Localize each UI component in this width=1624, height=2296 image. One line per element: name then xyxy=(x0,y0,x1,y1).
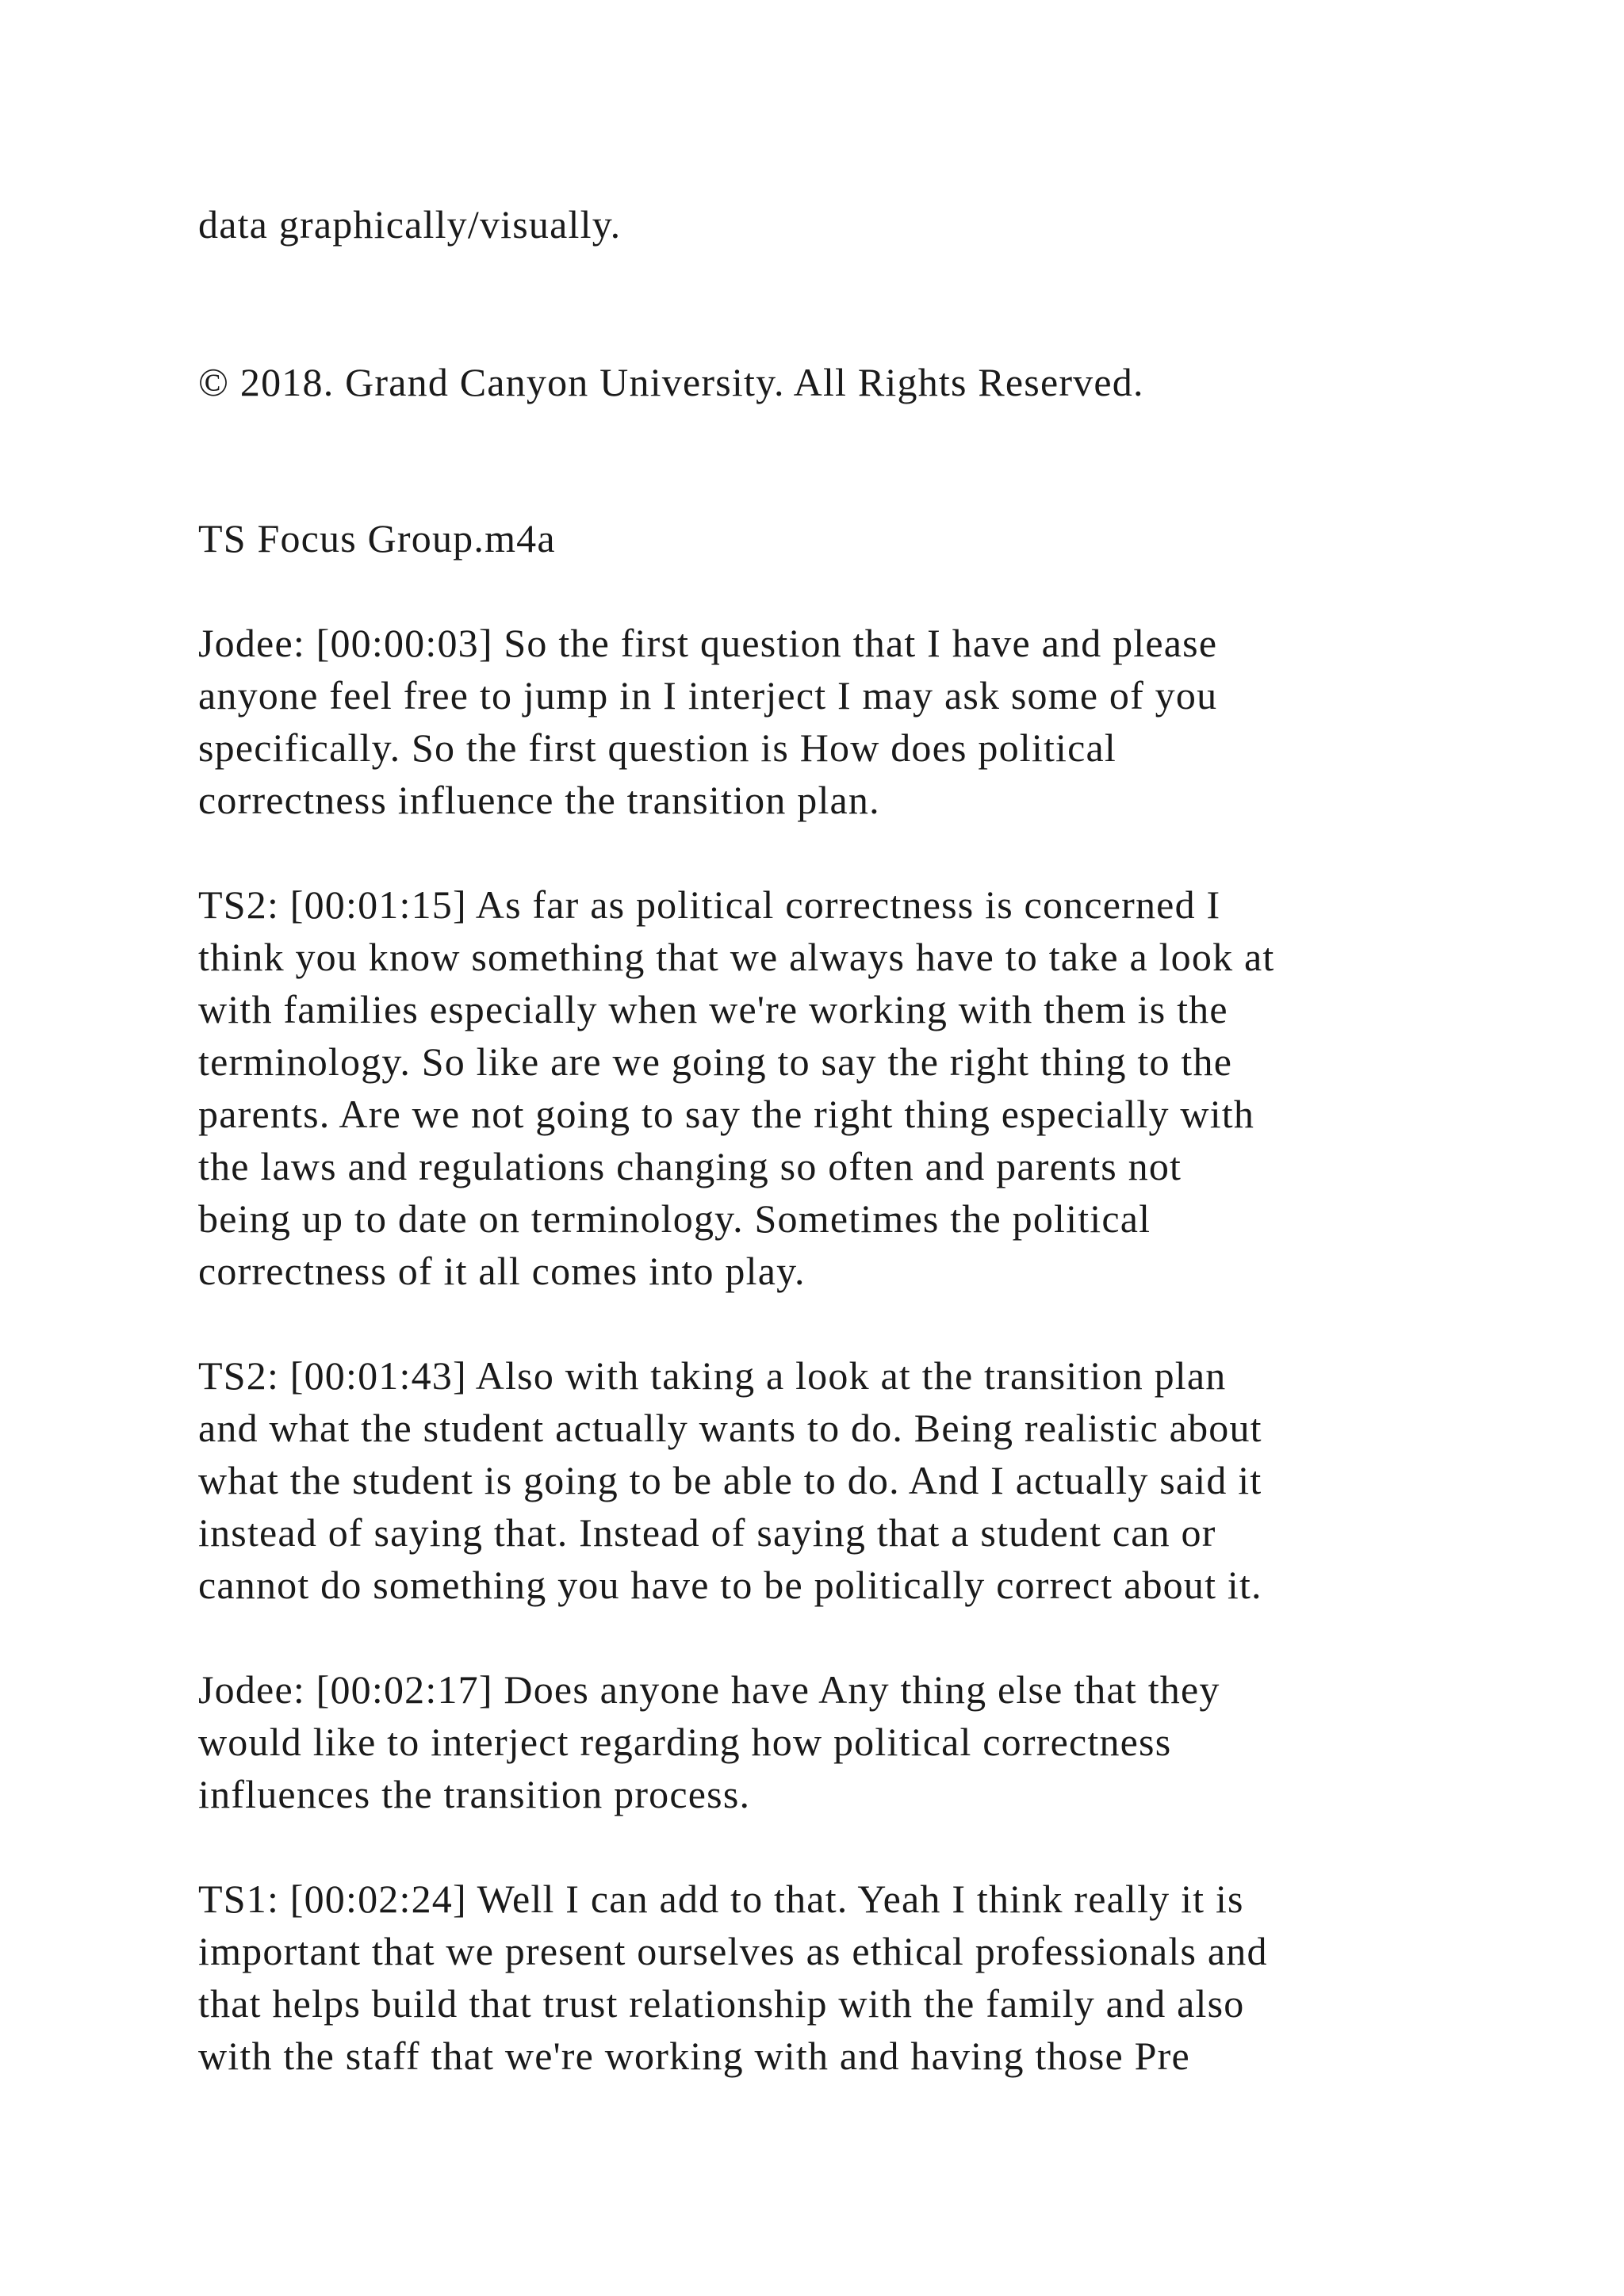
transcript-line: parents. Are we not going to say the right thing especially with xyxy=(198,1092,1255,1136)
transcript-line: that helps build that trust relationship with the family and also xyxy=(198,1981,1245,2026)
transcript-line: the laws and regulations changing so often and parents not xyxy=(198,1144,1182,1188)
transcript-line: TS2: [00:01:43] Also with taking a look at the transition plan xyxy=(198,1353,1227,1398)
transcript-line: influences the transition process. xyxy=(198,1772,751,1816)
transcript-line: instead of saying that. Instead of saying that a student can or xyxy=(198,1510,1216,1555)
fragment-line: data graphically/visually. xyxy=(198,202,622,247)
transcript-line: TS1: [00:02:24] Well I can add to that. Yeah I think really it is xyxy=(198,1877,1244,1921)
transcript-line: think you know something that we always have to take a look at xyxy=(198,935,1275,979)
transcript-line: and what the student actually wants to do. Being realistic about xyxy=(198,1406,1262,1450)
transcript-line: correctness of it all comes into play. xyxy=(198,1249,806,1293)
transcript-line: with the staff that we're working with and having those Pre xyxy=(198,2034,1190,2078)
transcript-line: with families especially when we're working with them is the xyxy=(198,987,1228,1031)
transcript-line: Jodee: [00:00:03] So the first question that I have and please xyxy=(198,621,1218,665)
transcript-line: correctness influence the transition plan. xyxy=(198,778,880,822)
transcript-line: terminology. So like are we going to say the right thing to the xyxy=(198,1039,1233,1084)
transcript-line: would like to interject regarding how political correctness xyxy=(198,1720,1172,1764)
transcript-line: Jodee: [00:02:17] Does anyone have Any thing else that they xyxy=(198,1667,1220,1712)
transcript-line: being up to date on terminology. Sometimes the political xyxy=(198,1196,1151,1241)
transcript-line: what the student is going to be able to do. And I actually said it xyxy=(198,1458,1262,1502)
transcript-title: TS Focus Group.m4a xyxy=(198,516,556,561)
transcript-line: specifically. So the first question is How does political xyxy=(198,725,1117,770)
copyright-notice: © 2018. Grand Canyon University. All Rights Reserved. xyxy=(198,360,1144,404)
transcript-line: important that we present ourselves as ethical professionals and xyxy=(198,1929,1268,1973)
transcript-line: cannot do something you have to be politically correct about it. xyxy=(198,1563,1262,1607)
transcript-line: TS2: [00:01:15] As far as political correctness is concerned I xyxy=(198,882,1221,927)
transcript-line: anyone feel free to jump in I interject I may ask some of you xyxy=(198,673,1218,718)
